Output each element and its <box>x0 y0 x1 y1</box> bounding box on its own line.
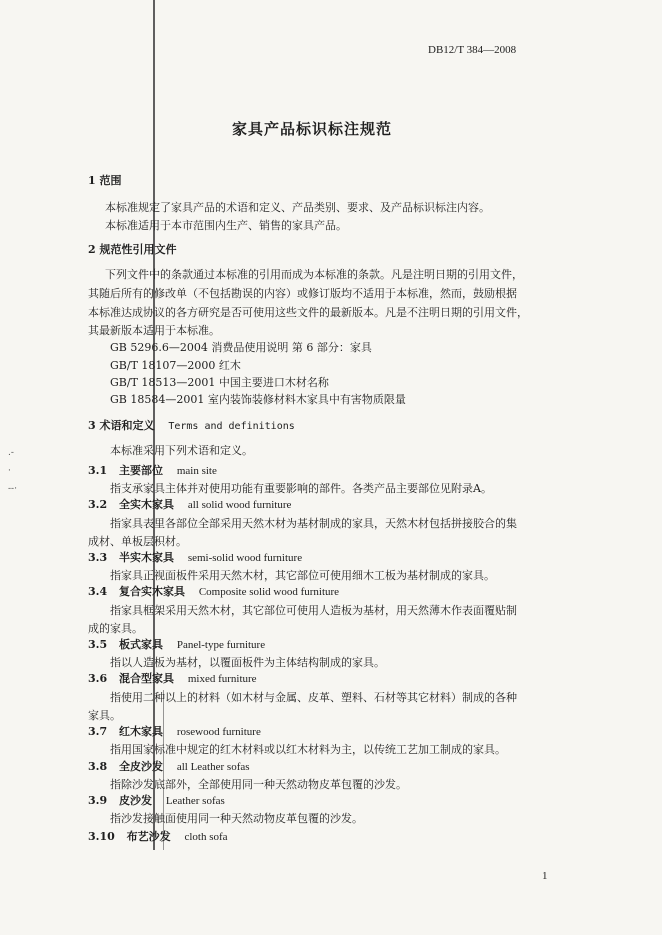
standard-code: DB12/T 384—2008 <box>428 44 517 56</box>
scope-line-1: 本标准规定了家具产品的术语和定义、产品类别、要求、及产品标识标注内容。 <box>105 201 490 214</box>
term-heading <box>88 636 265 652</box>
term-en: semi-solid wood furniture <box>187 552 303 564</box>
term-heading <box>88 670 257 686</box>
term-en: Composite solid wood furniture <box>198 586 340 598</box>
references-para-line-3: 本标准达成协议的各方研究是否可使用这些文件的最新版本。凡是不注明日期的引用文件， <box>88 306 528 319</box>
scan-speck: --· <box>8 484 17 494</box>
section-heading-terms <box>88 417 295 433</box>
term-definition-line: 指支承家具主体并对使用功能有重要影响的部件。各类产品主要部位见附录A。 <box>110 482 492 495</box>
term-cn: 全实木家具 <box>118 498 174 511</box>
term-definition-line: 指用国家标准中规定的红木材料或以红木材料为主，以传统工艺加工制成的家具。 <box>110 743 506 756</box>
reference-item-4: GB 18584—2001 室内装饰装修材料木家具中有害物质限量 <box>110 393 406 406</box>
term-heading <box>88 549 302 565</box>
term-cn: 混合型家具 <box>118 672 174 685</box>
term-definition-line: 指使用二种以上的材料（如木材与金属、皮革、塑料、石材等其它材料）制成的各种 <box>110 691 517 704</box>
term-number: 3.1 <box>88 464 108 477</box>
page-number: 1 <box>542 870 548 882</box>
term-cn: 半实木家具 <box>118 551 174 564</box>
term-en: Leather sofas <box>165 795 225 807</box>
term-cn: 复合实木家具 <box>118 585 185 598</box>
term-number: 3.2 <box>88 498 108 511</box>
term-number: 3.4 <box>88 585 108 598</box>
term-en: rosewood furniture <box>176 726 261 738</box>
term-number: 3.7 <box>88 725 108 738</box>
term-cn: 全皮沙发 <box>118 760 163 773</box>
references-para-line-1: 下列文件中的条款通过本标准的引用而成为本标准的条款。凡是注明日期的引用文件， <box>105 268 523 281</box>
term-definition-line: 指沙发接触面使用同一种天然动物皮革包覆的沙发。 <box>110 812 363 825</box>
term-cn: 主要部位 <box>118 464 163 477</box>
terms-intro: 本标准采用下列术语和定义。 <box>110 444 253 457</box>
term-en: all Leather sofas <box>176 761 250 773</box>
term-en: all solid wood furniture <box>187 499 292 511</box>
section-heading-scope: 1 范围 <box>88 174 122 187</box>
term-number: 3.6 <box>88 672 108 685</box>
term-heading <box>88 723 261 739</box>
term-cn: 布艺沙发 <box>126 830 171 843</box>
terms-heading-en: Terms and definitions <box>168 421 295 432</box>
term-definition-line: 指除沙发底部外，全部使用同一种天然动物皮革包覆的沙发。 <box>110 778 407 791</box>
term-heading <box>88 792 225 808</box>
term-definition-line: 指家具框架采用天然木材，其它部位可使用人造板为基材，用天然薄木作表面覆贴制 <box>110 604 517 617</box>
term-definition-line: 家具。 <box>88 709 121 722</box>
term-heading <box>88 758 250 774</box>
section-heading-normative-references: 2 规范性引用文件 <box>88 243 177 256</box>
scope-line-2: 本标准适用于本市范围内生产、销售的家具产品。 <box>105 219 347 232</box>
term-heading <box>88 583 339 599</box>
term-number: 3.10 <box>88 830 115 843</box>
term-cn: 皮沙发 <box>118 794 152 807</box>
term-cn: 红木家具 <box>118 725 163 738</box>
reference-item-2: GB/T 18107—2000 红木 <box>110 359 241 372</box>
term-cn: 板式家具 <box>118 638 163 651</box>
term-heading <box>88 496 291 512</box>
terms-heading-cn: 3 术语和定义 <box>88 419 155 432</box>
term-en: mixed furniture <box>187 673 257 685</box>
term-definition-line: 指家具表里各部位全部采用天然木材为基材制成的家具，天然木材包括拼接胶合的集 <box>110 517 517 530</box>
scan-speck: .- <box>8 448 14 458</box>
term-definition-line: 成材、单板层积材。 <box>88 535 187 548</box>
term-en: main site <box>176 465 217 477</box>
term-heading <box>88 462 217 478</box>
term-definition-line: 成的家具。 <box>88 622 143 635</box>
references-para-line-2: 其随后所有的修改单（不包括勘误的内容）或修订版均不适用于本标准，然而，鼓励根据 <box>88 287 517 300</box>
document-title: 家具产品标识标注规范 <box>232 120 393 138</box>
term-en: Panel-type furniture <box>176 639 266 651</box>
scan-speck: · <box>8 466 11 476</box>
term-number: 3.8 <box>88 760 108 773</box>
term-definition-line: 指以人造板为基材，以覆面板件为主体结构制成的家具。 <box>110 656 385 669</box>
term-heading <box>88 828 228 844</box>
term-definition-line: 指家具正视面板件采用天然木材，其它部位可使用细木工板为基材制成的家具。 <box>110 569 495 582</box>
reference-item-3: GB/T 18513—2001 中国主要进口木材名称 <box>110 376 329 389</box>
reference-item-1: GB 5296.6—2004 消费品使用说明 第 6 部分：家具 <box>110 341 372 354</box>
term-number: 3.9 <box>88 794 108 807</box>
term-number: 3.5 <box>88 638 108 651</box>
term-number: 3.3 <box>88 551 108 564</box>
references-para-line-4: 其最新版本适用于本标准。 <box>88 324 220 337</box>
term-en: cloth sofa <box>184 831 228 843</box>
